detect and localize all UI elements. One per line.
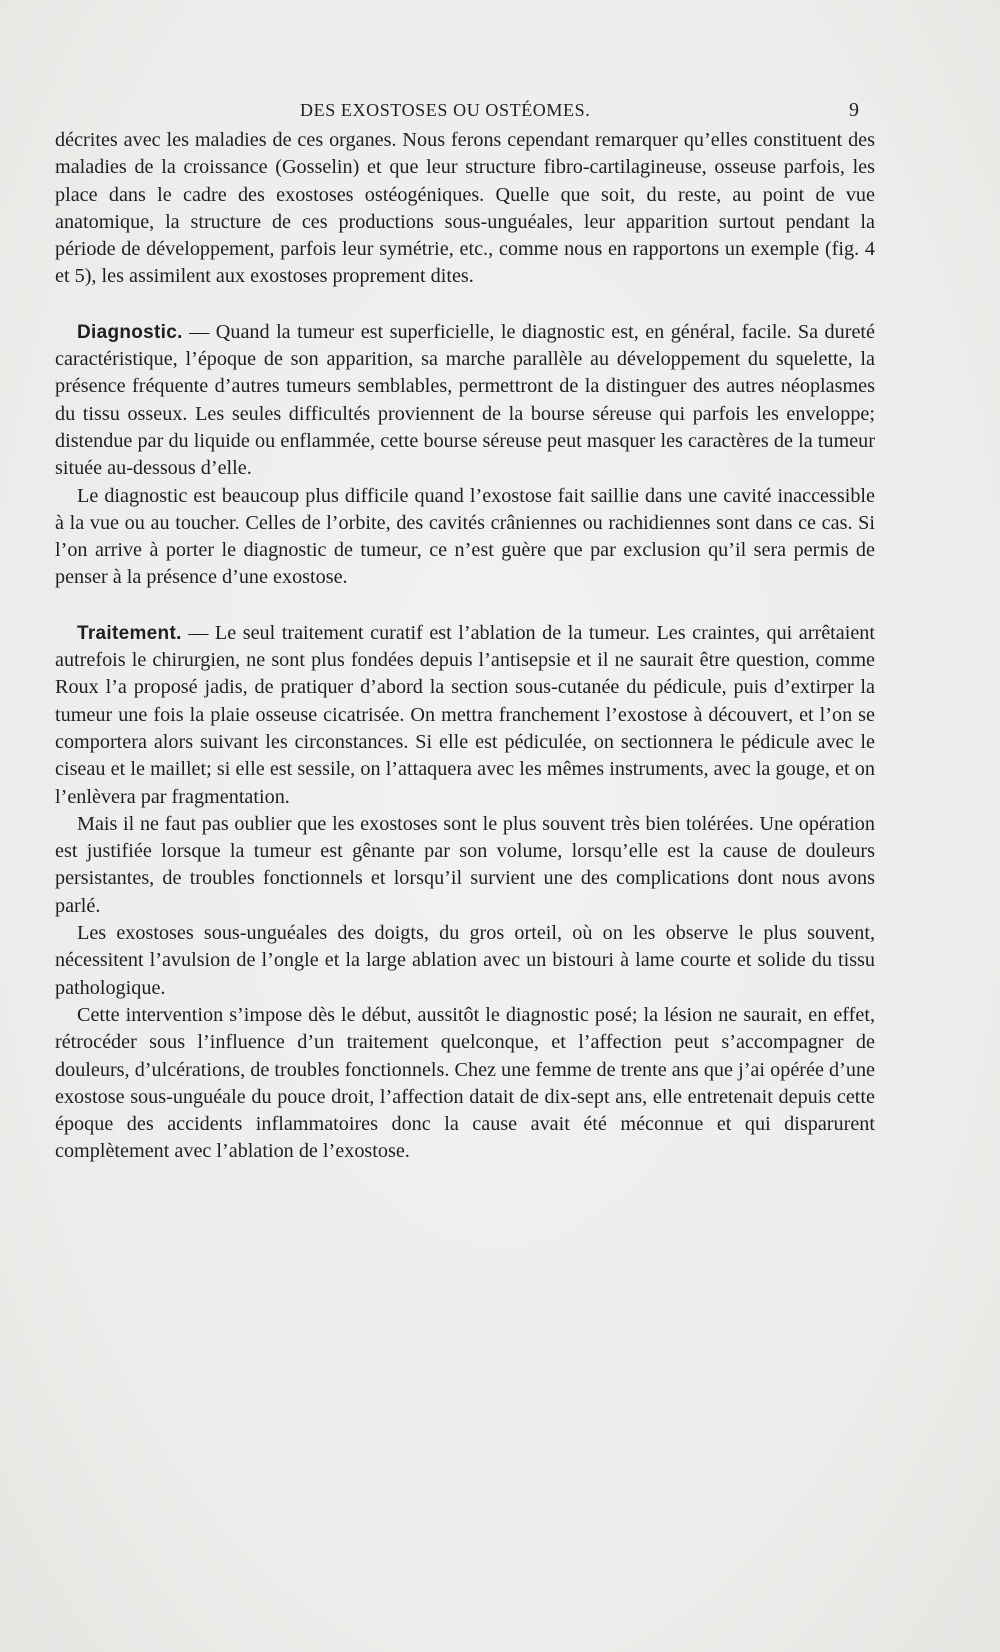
- section-heading-diagnostic: Diagnostic.: [77, 321, 183, 343]
- paragraph-text: — Quand la tumeur est superficielle, le diagnostic est, en général, facile. Sa dureté caractéristique, l’époque de son apparition, sa marche parallèle au développement du squelette, la présence fréquente d’autres tumeurs semblables, permettront de la distinguer des autres néoplasmes du tissu osseux. Les seules difficultés proviennent de la bourse séreuse qui parfois les enveloppe; distendue par du liquide ou enflammée, cette bourse séreuse peut masquer les caractères de la tumeur située au-dessous d’elle.: [55, 320, 875, 480]
- paragraph-text: Mais il ne faut pas oublier que les exostoses sont le plus souvent très bien tolérées. Une opération est justifiée lorsque la tumeur est gênante par son volume, lorsqu’elle est la cause de douleurs persistantes, de troubles fonctionnels et lorsqu’il survient une des complications dont nous avons parlé.: [55, 812, 875, 917]
- paragraph-intervention: [55, 1002, 875, 1166]
- paragraph-tolerance: [55, 811, 875, 920]
- paragraph-text: Cette intervention s’impose dès le début, aussitôt le diagnostic posé; la lésion ne saurait, en effet, rétrocéder sous l’influence d’un traitement quelconque, et l’affection peut s’accompagner de douleurs, d’ulcérations, de troubles fonctionnels. Chez une femme de trente ans que j’ai opérée d’une exostose sous-unguéale du pouce droit, l’affection datait de dix-sept ans, elle entretenait depuis cette époque des accidents inflammatoires donc la cause avait été méconnue et qui disparurent complètement avec l’ablation de l’exostose.: [55, 1003, 875, 1163]
- page-number: 9: [849, 99, 859, 121]
- paragraph-diagnostic: [55, 319, 875, 483]
- paragraph-traitement: [55, 620, 875, 811]
- paragraph-diagnostic-difficult: [55, 483, 875, 592]
- page-body: [55, 127, 875, 1166]
- running-title: DES EXOSTOSES OU OSTÉOMES.: [300, 100, 591, 120]
- page-header: [54, 96, 874, 126]
- paragraph-text: — Le seul traitement curatif est l’ablation de la tumeur. Les craintes, qui arrêtaient autrefois le chirurgien, ne sont plus fondées depuis l’antisepsie et il ne saurait être question, comme Roux l’a proposé jadis, de pratiquer d’abord la section sous-cutanée du pédicule, puis d’extirper la tumeur une fois la plaie osseuse cicatrisée. On mettra franchement l’exostose à découvert, et l’on se comportera alors suivant les circonstances. Si elle est pédiculée, on sectionnera le pédicule avec le ciseau et le maillet; si elle est sessile, on l’attaquera avec les mêmes instruments, avec la gouge, et on l’enlèvera par fragmentation.: [55, 621, 875, 808]
- paragraph-intro: [55, 127, 875, 291]
- paragraph-subungual: [55, 920, 875, 1002]
- paragraph-text: Le diagnostic est beaucoup plus difficile quand l’exostose fait saillie dans une cavité inaccessible à la vue ou au toucher. Celles de l’orbite, des cavités crâniennes ou rachidiennes sont dans ce cas. Si l’on arrive à porter le diagnostic de tumeur, ce n’est guère que par exclusion qu’il sera permis de penser à la présence d’une exostose.: [55, 484, 875, 589]
- paragraph-text: Les exostoses sous-unguéales des doigts, du gros orteil, où on les observe le plus souvent, nécessitent l’avulsion de l’ongle et la large ablation avec un bistouri à lame courte et solide du tissu pathologique.: [55, 922, 875, 999]
- section-heading-traitement: Traitement.: [77, 622, 182, 644]
- paragraph-text: décrites avec les maladies de ces organes. Nous ferons cependant remarquer qu’elles constituent des maladies de la croissance (Gosselin) et que leur structure fibro-cartilagineuse, osseuse parfois, les place dans le cadre des exostoses ostéogéniques. Quelle que soit, du reste, au point de vue anatomique, la structure de ces productions sous-unguéales, leur apparition surtout pendant la période de développement, parfois leur symétrie, etc., comme nous en rapportons un exemple (fig. 4 et 5), les assimilent aux exostoses proprement dites.: [55, 129, 875, 288]
